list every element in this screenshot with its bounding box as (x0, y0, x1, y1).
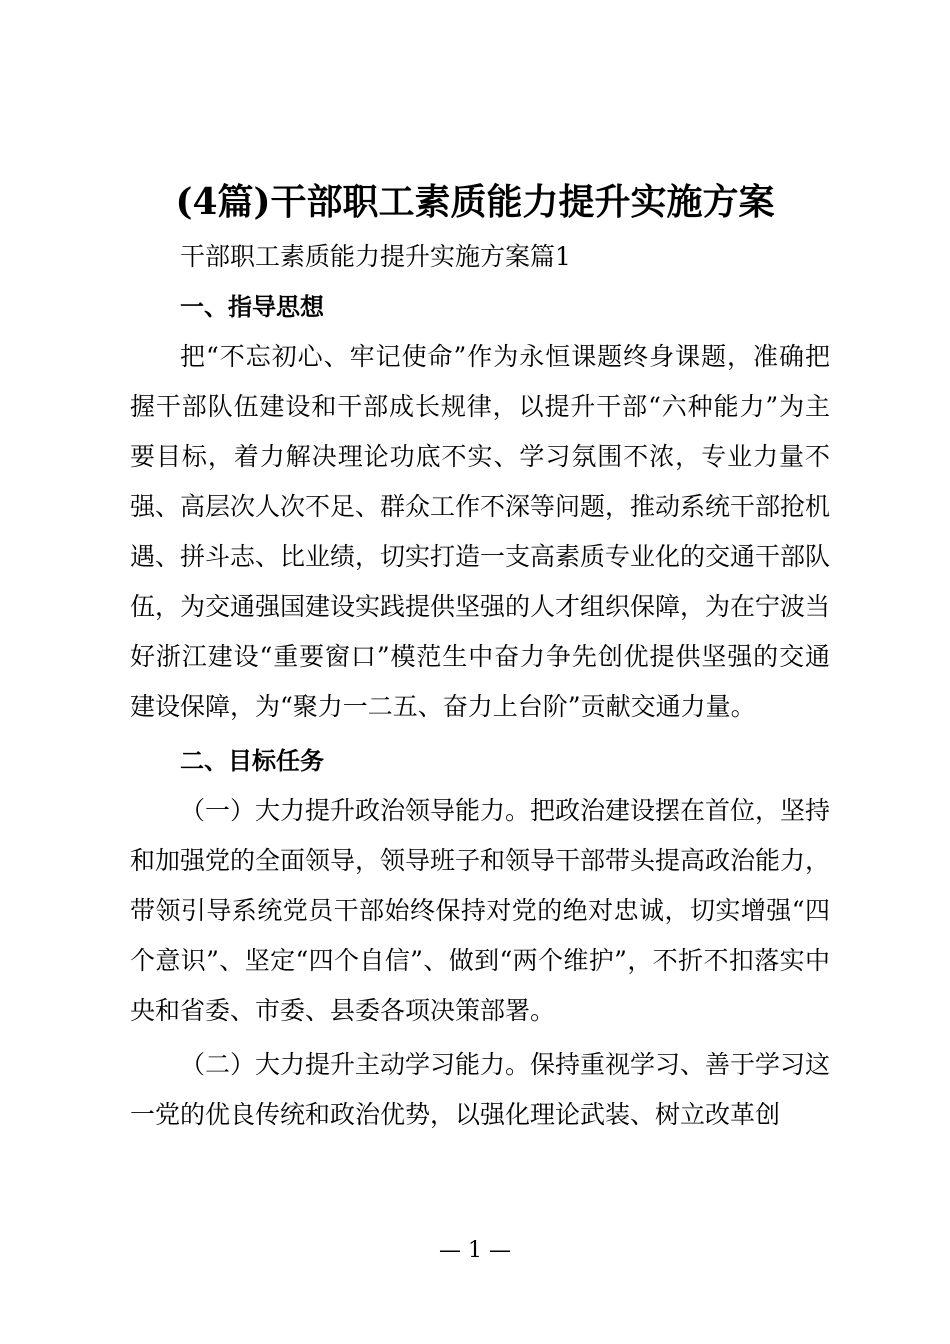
document-subtitle: 干部职工素质能力提升实施方案篇1 (180, 242, 571, 271)
paragraph-active-learning: （二）大力提升主动学习能力。保持重视学习、善于学习这一党的优良传统和政治优势，以强化理论武装、树立改革创 (130, 1050, 831, 1129)
section-heading-goals: 二、目标任务 (180, 747, 324, 775)
paragraph-political-leadership: （一）大力提升政治领导能力。把政治建设摆在首位，坚持和加强党的全面领导，领导班子和领导干部带头提高政治能力，带领引导系统党员干部始终保持对党的绝对忠诚，切实增强“四个意识”、坚定“四个自信”、做到“两个维护”，不折不扣落实中央和省委、市委、县委各项决策部署。 (130, 796, 831, 1025)
page-number: — 1 — (439, 1238, 511, 1263)
section-heading-guiding-thought: 一、指导思想 (180, 293, 324, 321)
document-title: (4篇)干部职工素质能力提升实施方案 (175, 181, 775, 223)
document-body (130, 232, 830, 1140)
paragraph-guiding-thought: 把“不忘初心、牢记使命”作为永恒课题终身课题，准确把握干部队伍建设和干部成长规律，以提升干部“六种能力”为主要目标，着力解决理论功底不实、学习氛围不浓，专业力量不强、高层次人次不足、群众工作不深等问题，推动系统干部抢机遇、拼斗志、比业绩，切实打造一支高素质专业化的交通干部队伍，为交通强国建设实践提供坚强的人才组织保障，为在宁波当好浙江建设“重要窗口”模范生中奋力争先创优提供坚强的交通建设保障，为“聚力一二五、奋力上台阶”贡献交通力量。 (130, 342, 831, 721)
